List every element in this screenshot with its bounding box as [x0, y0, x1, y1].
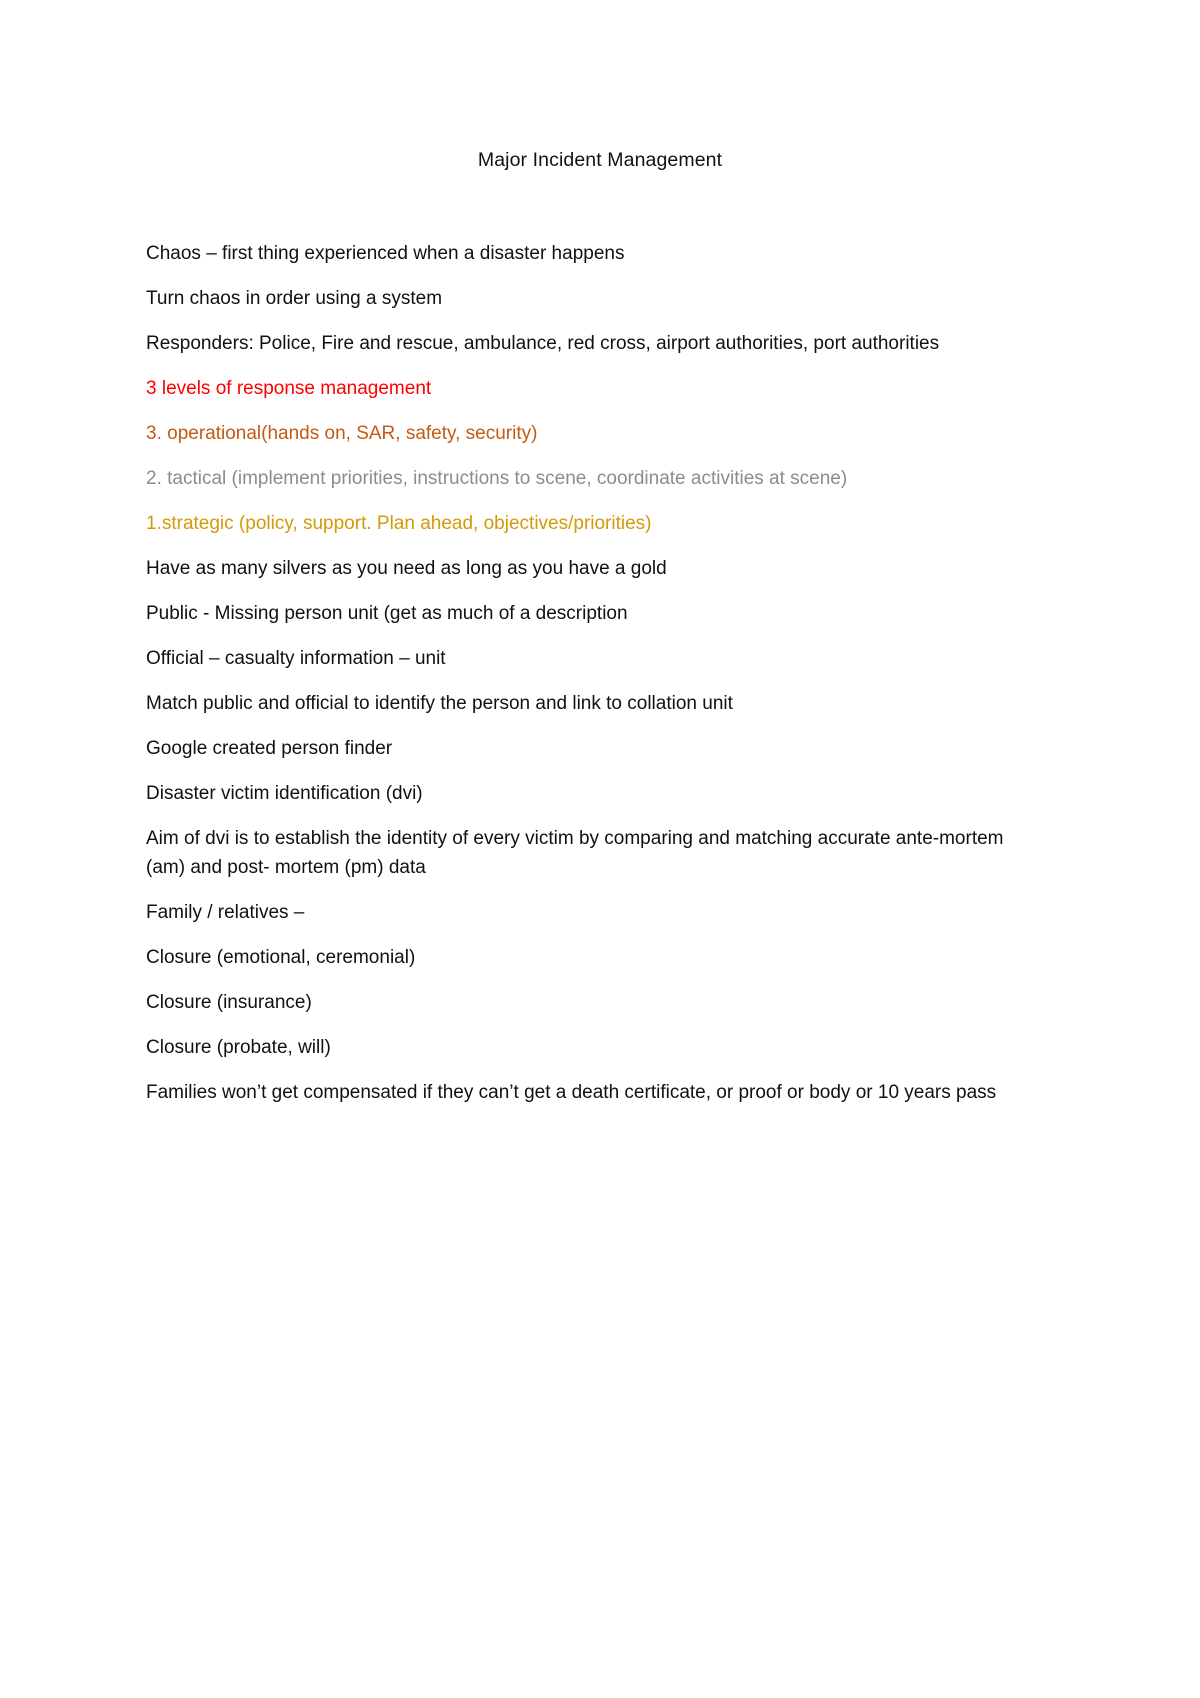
document-title: Major Incident Management — [477, 149, 723, 171]
paragraph-official-casualty: Official – casualty information – unit — [146, 648, 446, 669]
paragraph-match-public: Match public and official to identify the person and link to collation unit — [146, 693, 733, 714]
paragraph-aim-dvi: Aim of dvi is to establish the identity of every victim by comparing and matching accurate ante-mortem (am) and post- mortem (pm) data — [146, 828, 1004, 878]
paragraph-closure-probate: Closure (probate, will) — [146, 1037, 331, 1058]
paragraph-dvi: Disaster victim identification (dvi) — [146, 783, 423, 804]
paragraph-levels-heading: 3 levels of response management — [146, 378, 432, 399]
paragraph-tactical: 2. tactical (implement priorities, instructions to scene, coordinate activities at scene) — [146, 468, 848, 489]
paragraph-closure-emotional: Closure (emotional, ceremonial) — [146, 947, 416, 968]
paragraph-turn-chaos: Turn chaos in order using a system — [146, 288, 443, 309]
paragraph-responders: Responders: Police, Fire and rescue, ambulance, red cross, airport authorities, port authorities — [146, 333, 940, 354]
paragraph-chaos: Chaos – first thing experienced when a disaster happens — [146, 243, 625, 264]
document-body — [146, 239, 1046, 1123]
paragraph-silvers-gold: Have as many silvers as you need as long as you have a gold — [146, 558, 667, 579]
paragraph-closure-insurance: Closure (insurance) — [146, 992, 312, 1013]
paragraph-public-missing: Public - Missing person unit (get as much of a description — [146, 603, 628, 624]
paragraph-compensation: Families won’t get compensated if they can’t get a death certificate, or proof or body or 10 years pass — [146, 1082, 997, 1103]
paragraph-strategic: 1.strategic (policy, support. Plan ahead, objectives/priorities) — [146, 513, 652, 534]
paragraph-operational: 3. operational(hands on, SAR, safety, security) — [146, 423, 538, 444]
paragraph-google-finder: Google created person finder — [146, 738, 393, 759]
paragraph-family: Family / relatives – — [146, 902, 305, 923]
